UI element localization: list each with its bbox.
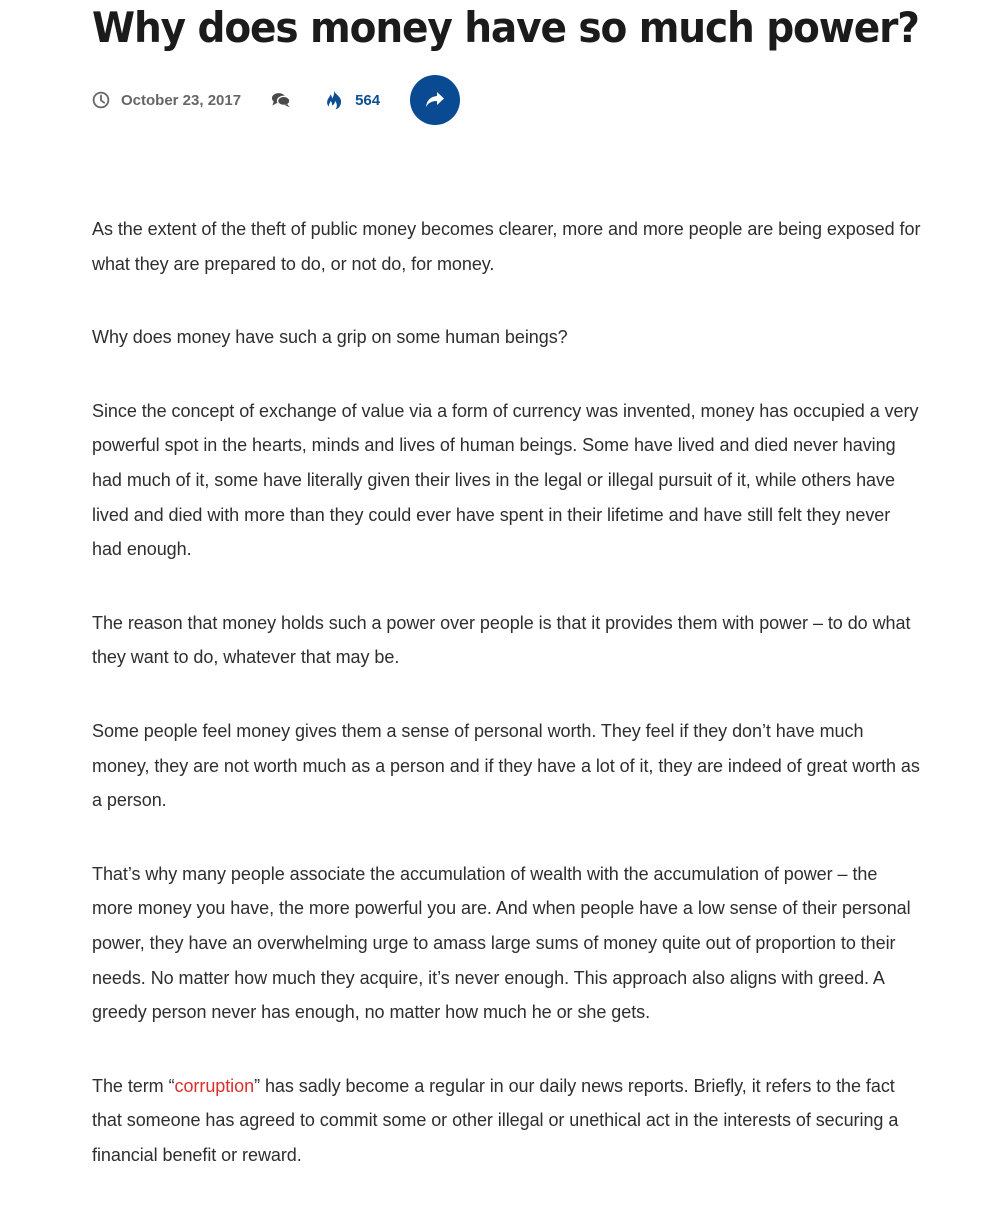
meta-views [326, 90, 380, 110]
paragraph: Why does money have such a grip on some human beings? [92, 327, 568, 348]
share-button[interactable] [410, 75, 460, 125]
paragraph: That’s why many people associate the accumulation of wealth with the accumulation of power – the more money you have, the more powerful you are. And when people have a low sense of their personal power, they have an overwhelming urge to amass large sums of money quite out of proportion to their needs. No matter how much they acquire, it’s never enough. This approach also aligns with greed. A greedy person never has enough, no matter how much he or she gets. [92, 863, 911, 1023]
paragraph: Some people feel money gives them a sense of personal worth. They feel if they don’t have much money, they are not worth much as a person and if they have a lot of it, they are indeed of great worth as a person. [92, 720, 920, 811]
paragraph: Since the concept of exchange of value via a form of currency was invented, money has occupied a very powerful spot in the hearts, minds and lives of human beings. Some have lived and died never having had much of it, some have literally given their lives in the legal or illegal pursuit of it, while others have lived and died with more than they could ever have spent in their lifetime and have still felt they never had enough. [92, 400, 919, 560]
fire-icon [326, 90, 355, 110]
article-body [92, 212, 922, 1211]
paragraph: The reason that money holds such a power over people is that it provides them with power – to do what they want to do, whatever that may be. [92, 612, 911, 668]
meta-comments[interactable] [271, 91, 291, 109]
comments-icon[interactable] [271, 91, 291, 109]
paragraph: As the extent of the theft of public money becomes clearer, more and more people are being exposed for what they are prepared to do, or not do, for money. [92, 219, 921, 274]
article-meta [92, 75, 460, 125]
paragraph-text: The term “ [92, 1075, 175, 1096]
meta-date [92, 91, 241, 109]
corruption-link[interactable]: corruption [174, 1075, 255, 1096]
publish-date: October 23, 2017 [121, 91, 242, 109]
paragraph-text: ” has sadly become a regular in our daily news reports. Briefly, it refers to the fact that someone has agreed to commit some or other illegal or unethical act in the interests of securing a financial benefit or reward. [92, 1075, 899, 1165]
view-count: 564 [355, 91, 381, 109]
paragraph-corruption [92, 1069, 922, 1173]
clock-icon [92, 91, 121, 109]
share-icon [425, 91, 445, 109]
article-title: Why does money have so much power? [92, 3, 919, 52]
